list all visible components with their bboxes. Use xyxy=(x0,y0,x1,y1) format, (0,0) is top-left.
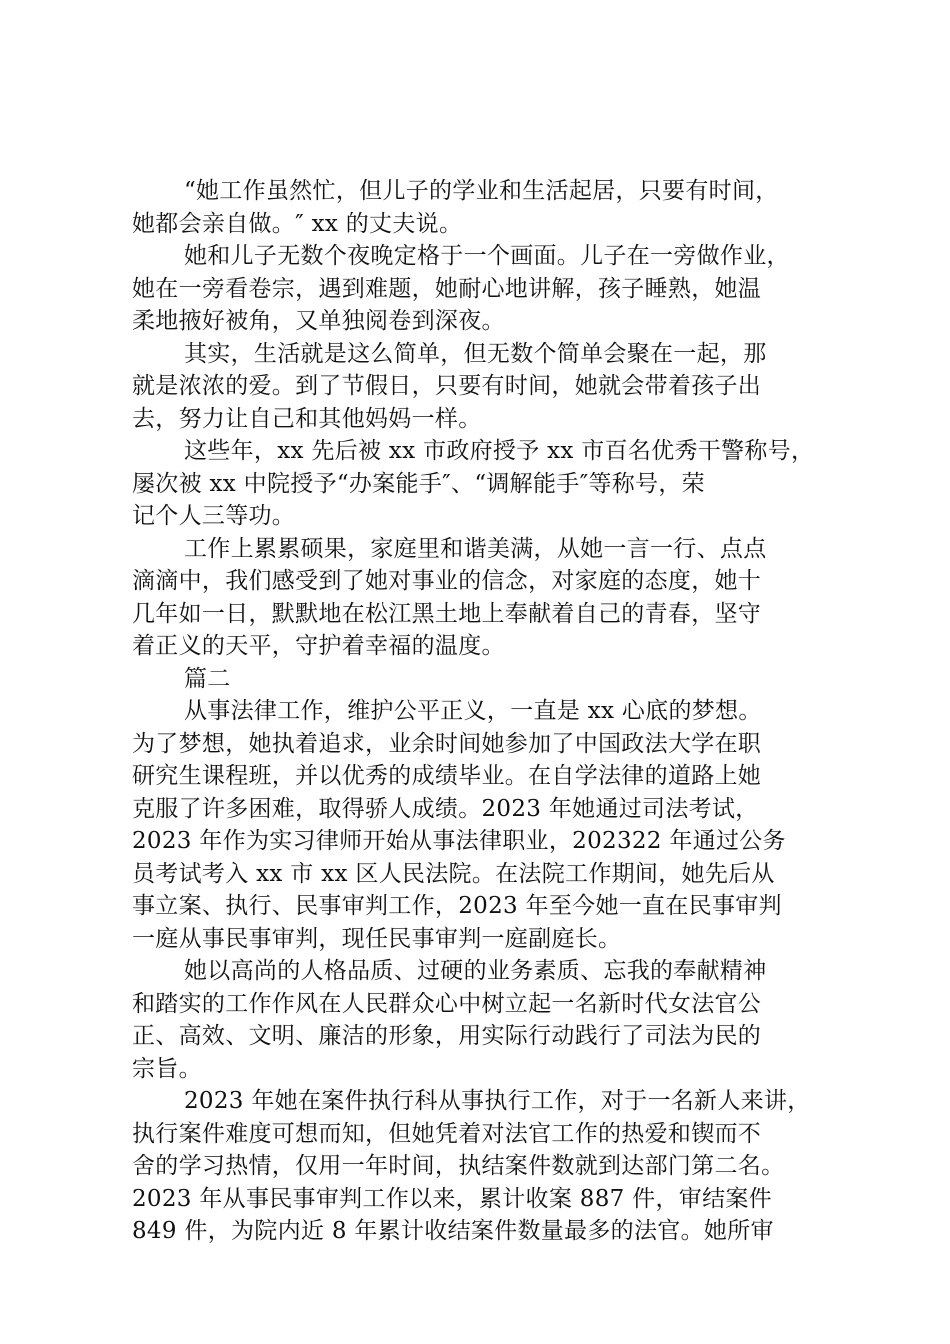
text-line: 员考试考入 xx 市 xx 区人民法院。在法院工作期间，她先后从 xyxy=(132,860,775,887)
text-line: 她都会亲自做。″ xx 的丈夫说。 xyxy=(132,210,463,237)
text-line: 工作上累累硕果，家庭里和谐美满，从她一言一行、点点 xyxy=(184,535,767,562)
text-line: 就是浓浓的爱。到了节假日，只要有时间，她就会带着孩子出 xyxy=(132,373,762,399)
text-line: 研究生课程班，并以优秀的成绩毕业。在自学法律的道路上她 xyxy=(132,763,762,789)
text-line: 正、高效、文明、廉洁的形象，用实际行动践行了司法为民的 xyxy=(132,1023,762,1049)
text-line: 滴滴中，我们感受到了她对事业的信念，对家庭的态度，她十 xyxy=(132,568,762,594)
text-line: 舍的学习热情，仅用一年时间，执结案件数就到达部门第二名。 xyxy=(132,1153,785,1179)
text-line: 屡次被 xx 中院授予“办案能手″、“调解能手″等称号，荣 xyxy=(132,470,705,497)
text-line: 2023 年从事民事审判工作以来，累计收案 887 件，审结案件 xyxy=(132,1185,772,1212)
text-line: 克服了许多困难，取得骄人成绩。2023 年她通过司法考试， xyxy=(132,795,759,822)
text-line: 849 件，为院内近 8 年累计收结案件数量最多的法官。她所审 xyxy=(132,1218,774,1244)
text-line: 一庭从事民事审判，现任民事审判一庭副庭长。 xyxy=(132,925,622,952)
text-line: 为了梦想，她执着追求，业余时间她参加了中国政法大学在职 xyxy=(132,730,762,757)
text-line: 她和儿子无数个夜晚定格于一个画面。儿子在一旁做作业， xyxy=(184,243,790,269)
text-line: 记个人三等功。 xyxy=(132,503,296,529)
text-line: 去，努力让自己和其他妈妈一样。 xyxy=(132,405,482,432)
text-line: 执行案件难度可想而知，但她凭着对法官工作的热爱和锲而不 xyxy=(132,1120,762,1147)
text-line: 其实，生活就是这么简单，但无数个简单会聚在一起，那 xyxy=(184,340,767,367)
text-line: 宗旨。 xyxy=(132,1055,202,1082)
text-line: 和踏实的工作作风在人民群众心中树立起一名新时代女法官公 xyxy=(132,990,762,1017)
text-line: 事立案、执行、民事审判工作，2023 年至今她一直在民事审判 xyxy=(132,893,782,919)
text-line: “她工作虽然忙，但儿子的学业和生活起居，只要有时间， xyxy=(184,178,779,204)
text-line: 柔地掖好被角，又单独阅卷到深夜。 xyxy=(132,308,505,334)
text-line: 2023 年她在案件执行科从事执行工作，对于一名新人来讲， xyxy=(184,1088,811,1114)
text-line: 几年如一日，默默地在松江黑土地上奉献着自己的青春，坚守 xyxy=(132,600,762,627)
text-line: 着正义的天平，守护着幸福的温度。 xyxy=(132,633,505,659)
text-line: 这些年，xx 先后被 xx 市政府授予 xx 市百名优秀干警称号， xyxy=(184,438,815,464)
document-body xyxy=(132,175,832,1248)
text-line: 她以高尚的人格品质、过硬的业务素质、忘我的奉献精神 xyxy=(184,958,767,984)
text-line: 篇二 xyxy=(184,665,231,692)
text-line: 2023 年作为实习律师开始从事法律职业，202322 年通过公务 xyxy=(132,828,786,854)
text-line: 从事法律工作，维护公平正义，一直是 xx 心底的梦想。 xyxy=(184,698,762,724)
text-line: 她在一旁看卷宗，遇到难题，她耐心地讲解，孩子睡熟，她温 xyxy=(132,275,762,302)
